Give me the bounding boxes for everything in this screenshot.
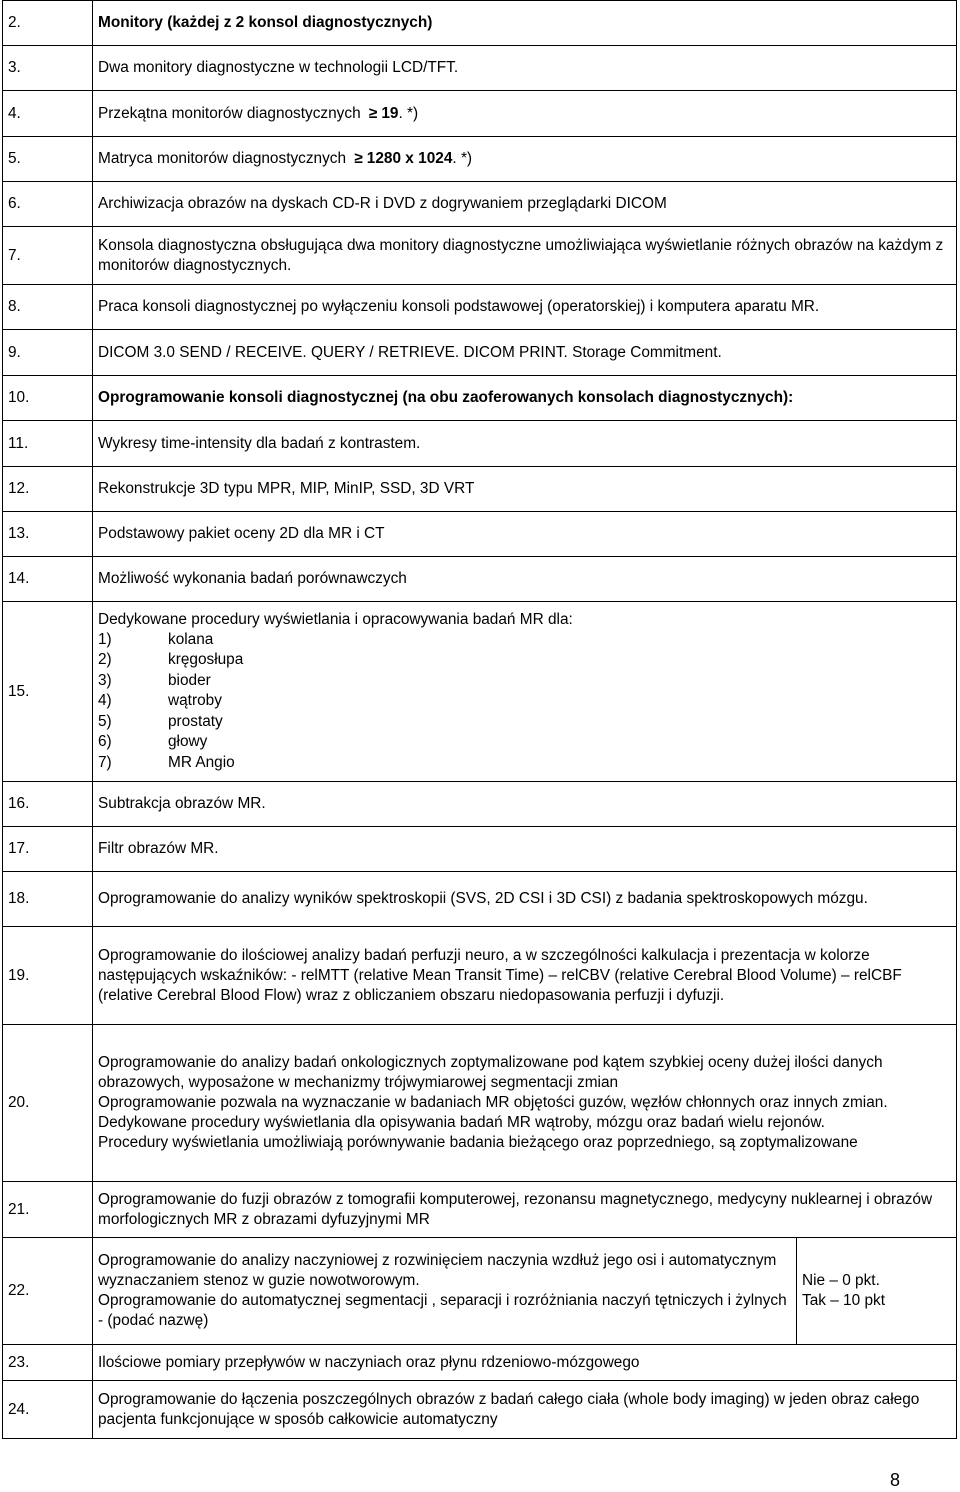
- table-row: [3, 557, 957, 602]
- row-text: Filtr obrazów MR.: [93, 827, 957, 872]
- row-number: 19.: [3, 927, 93, 1025]
- row-number: 10.: [3, 376, 93, 421]
- row-number: 23.: [3, 1345, 93, 1381]
- list-item: 4) wątroby: [98, 692, 222, 710]
- table-row: [3, 467, 957, 512]
- specification-table: [2, 0, 957, 1439]
- row-number: 24.: [3, 1381, 93, 1439]
- row-text: [93, 91, 957, 137]
- table-row: [3, 512, 957, 557]
- row-value: 1280 x 1024: [366, 150, 453, 167]
- row-number: 7.: [3, 227, 93, 285]
- row-text: [93, 1238, 797, 1345]
- row-text: Ilościowe pomiary przepływów w naczyniach oraz płynu rdzeniowo-mózgowego: [93, 1345, 957, 1381]
- greater-equal-symbol: ≥: [368, 104, 378, 122]
- row-text: [93, 1025, 957, 1182]
- row-text-after: . *): [452, 150, 473, 167]
- row-text-after: . *): [398, 104, 419, 122]
- list-item: 2) kręgosłupa: [98, 651, 244, 669]
- table-row: [3, 91, 957, 137]
- row-paragraph: Oprogramowanie do analizy badań onkologicznych zoptymalizowane pod kątem szybkiej oceny dużej ilości danych obrazowych, wyposażone w mechanizmy trójwymiarowej segmentacji zmian: [98, 1054, 883, 1091]
- row-number: 18.: [3, 872, 93, 927]
- row-number: 5.: [3, 137, 93, 182]
- greater-equal-symbol: ≥: [354, 150, 363, 167]
- row-number: 4.: [3, 91, 93, 137]
- row-paragraph: Oprogramowanie do analizy naczyniowej z rozwinięciem naczynia wzdłuż jego osi i automatycznym wyznaczaniem stenoz w guzie nowotworowym.: [98, 1252, 777, 1289]
- table-row: [3, 927, 957, 1025]
- row-text: Oprogramowanie do łączenia poszczególnych obrazów z badań całego ciała (whole body imaging) w jeden obraz całego pacjenta funkcjonujące w sposób całkowicie automatyczny: [93, 1381, 957, 1439]
- row-text: DICOM 3.0 SEND / RECEIVE. QUERY / RETRIEVE. DICOM PRINT. Storage Commitment.: [93, 330, 957, 376]
- table-row: [3, 1381, 957, 1439]
- row-text: [93, 137, 957, 182]
- row-number: 2.: [3, 1, 93, 46]
- score-yes: Tak – 10 pkt: [802, 1292, 885, 1309]
- row-number: 13.: [3, 512, 93, 557]
- row-text: Monitory (każdej z 2 konsol diagnostycznych): [93, 1, 957, 46]
- table-row: [3, 1025, 957, 1182]
- score-cell: [797, 1238, 957, 1345]
- table-row: [3, 227, 957, 285]
- list-item: 6) głowy: [98, 733, 208, 751]
- row-text: Oprogramowanie do fuzji obrazów z tomografii komputerowej, rezonansu magnetycznego, medycyny nuklearnej i obrazów morfologicznych MR z obrazami dyfuzyjnymi MR: [93, 1182, 957, 1238]
- list-item: 1) kolana: [98, 630, 214, 648]
- row-number: 21.: [3, 1182, 93, 1238]
- row-text: Archiwizacja obrazów na dyskach CD-R i DVD z dogrywaniem przeglądarki DICOM: [93, 182, 957, 227]
- row-number: 17.: [3, 827, 93, 872]
- row-paragraph: Procedury wyświetlania umożliwiają porównywanie badania bieżącego oraz poprzedniego, są zoptymalizowane: [98, 1134, 858, 1151]
- row-text: Oprogramowanie do analizy wyników spektroskopii (SVS, 2D CSI i 3D CSI) z badania spektroskopowych mózgu.: [93, 872, 957, 927]
- table-row: [3, 1345, 957, 1381]
- row-text: Wykresy time-intensity dla badań z kontrastem.: [93, 421, 957, 467]
- row-number: 6.: [3, 182, 93, 227]
- row-text-before: Matryca monitorów diagnostycznych: [98, 150, 347, 167]
- row-number: 8.: [3, 285, 93, 330]
- table-row: [3, 330, 957, 376]
- row-paragraph: Oprogramowanie do automatycznej segmentacji , separacji i rozróżniania naczyń tętniczych i żylnych - (podać nazwę): [98, 1292, 787, 1329]
- table-row: [3, 1238, 957, 1345]
- row-number: 14.: [3, 557, 93, 602]
- table-row: [3, 782, 957, 827]
- procedure-list: [98, 630, 951, 774]
- table-row: [3, 1182, 957, 1238]
- table-row: [3, 137, 957, 182]
- row-text: Możliwość wykonania badań porównawczych: [93, 557, 957, 602]
- row-number: 22.: [3, 1238, 93, 1345]
- table-row: [3, 421, 957, 467]
- page-number: 8: [889, 1470, 900, 1490]
- row-text: Oprogramowanie konsoli diagnostycznej (na obu zaoferowanych konsolach diagnostycznych):: [93, 376, 957, 421]
- row-number: 12.: [3, 467, 93, 512]
- row-number: 11.: [3, 421, 93, 467]
- row-text: Konsola diagnostyczna obsługująca dwa monitory diagnostyczne umożliwiająca wyświetlanie różnych obrazów na każdym z monitorów diagnostycznych.: [93, 227, 957, 285]
- row-number: 9.: [3, 330, 93, 376]
- list-item: 7) MR Angio: [98, 753, 235, 771]
- row-text: Oprogramowanie do ilościowej analizy badań perfuzji neuro, a w szczególności kalkulacja i prezentacja w kolorze następujących wskaźników: - relMTT (relative Mean Transit Time) – relCBV (relative Cerebral Blood Volume) – relCBF (relative Cerebral Blood Flow) wraz z obliczaniem obszaru niedopasowania perfuzji i dyfuzji.: [93, 927, 957, 1025]
- row-number: 20.: [3, 1025, 93, 1182]
- row-intro: Dedykowane procedury wyświetlania i opracowywania badań MR dla:: [98, 610, 573, 628]
- list-item: 3) bioder: [98, 671, 211, 689]
- table-row: [3, 602, 957, 782]
- row-text: [93, 602, 957, 782]
- row-paragraph: Dedykowane procedury wyświetlania dla opisywania badań MR wątroby, mózgu oraz badań wielu rejonów.: [98, 1114, 825, 1131]
- table-row: [3, 1, 957, 46]
- row-number: 16.: [3, 782, 93, 827]
- row-text: Praca konsoli diagnostycznej po wyłączeniu konsoli podstawowej (operatorskiej) i komputera aparatu MR.: [93, 285, 957, 330]
- row-number: 3.: [3, 46, 93, 91]
- table-row: [3, 285, 957, 330]
- row-text: Subtrakcja obrazów MR.: [93, 782, 957, 827]
- table-row: [3, 182, 957, 227]
- table-row: [3, 376, 957, 421]
- row-text: Dwa monitory diagnostyczne w technologii LCD/TFT.: [93, 46, 957, 91]
- row-value: 19: [381, 104, 399, 122]
- row-text: Podstawowy pakiet oceny 2D dla MR i CT: [93, 512, 957, 557]
- row-number: 15.: [3, 602, 93, 782]
- row-paragraph: Oprogramowanie pozwala na wyznaczanie w badaniach MR objętości guzów, węzłów chłonnych oraz innych zmian.: [98, 1094, 888, 1111]
- row-text-before: Przekątna monitorów diagnostycznych: [98, 104, 361, 122]
- row-text: Rekonstrukcje 3D typu MPR, MIP, MinIP, SSD, 3D VRT: [93, 467, 957, 512]
- score-no: Nie – 0 pkt.: [802, 1272, 880, 1289]
- list-item: 5) prostaty: [98, 712, 223, 730]
- table-row: [3, 872, 957, 927]
- table-row: [3, 46, 957, 91]
- table-row: [3, 827, 957, 872]
